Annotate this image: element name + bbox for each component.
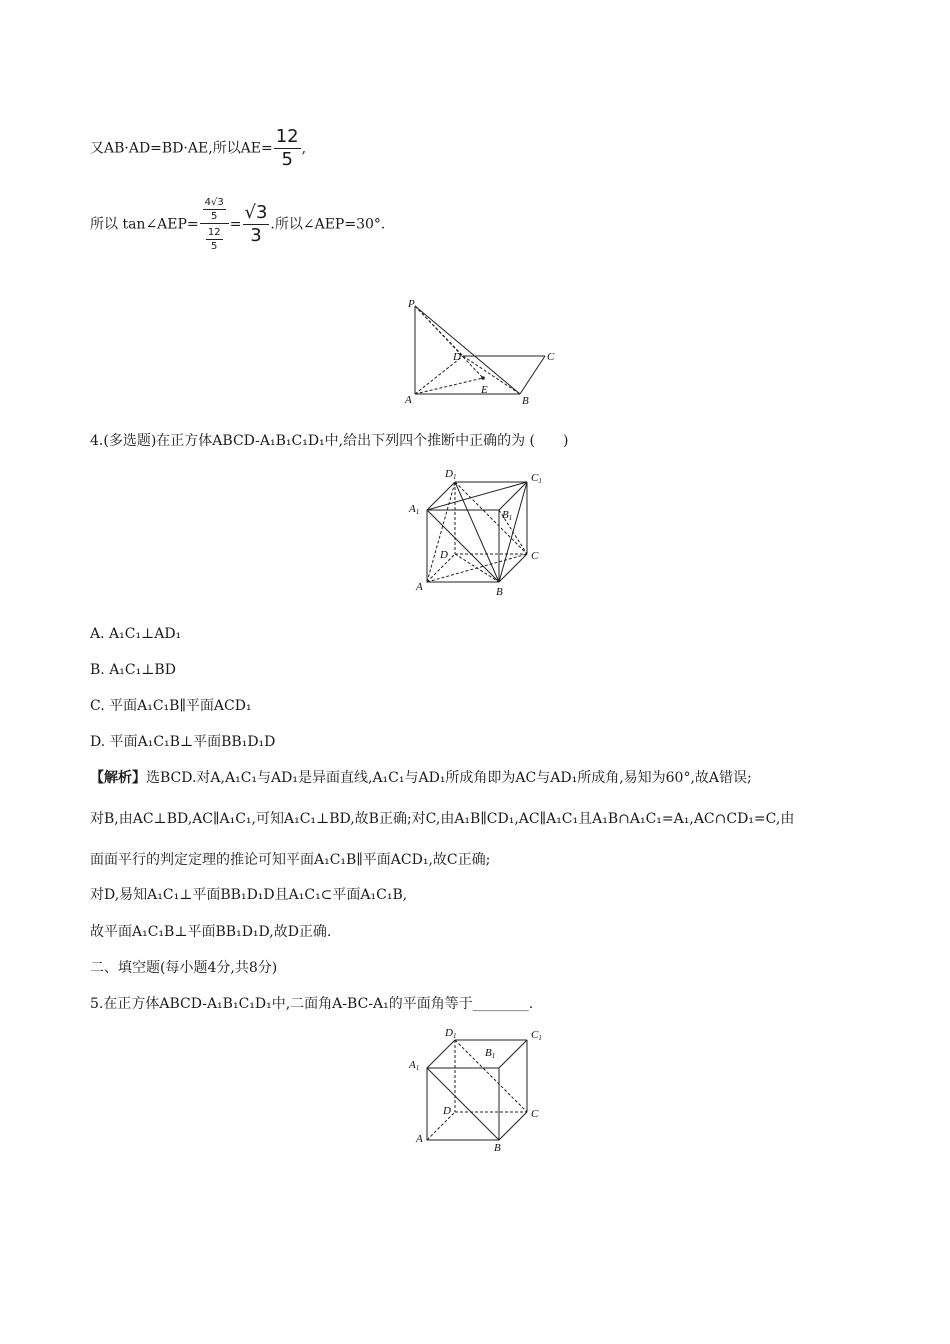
fraction-num: 12	[275, 126, 299, 147]
fraction-ae	[274, 126, 301, 171]
cube-figure-2	[405, 1024, 555, 1156]
section-heading: 二、填空题(每小题4分,共8分)	[90, 960, 278, 976]
option-c: C. 平面A₁C₁B∥平面ACD₁	[90, 698, 252, 714]
inner-num: 4√3	[204, 197, 224, 208]
line-ae-text: 又AB·AD=BD·AE,所以AE=	[90, 140, 273, 157]
label-a: A	[416, 1133, 423, 1145]
label-d: D	[453, 351, 461, 363]
label-d: D	[443, 1105, 451, 1117]
result-den: 3	[250, 225, 262, 246]
analysis-line-1	[90, 768, 752, 788]
inner-den: 5	[211, 211, 218, 222]
label-c1: C1	[531, 472, 542, 485]
analysis-line-4: 对D,易知A₁C₁⊥平面BB₁D₁D且A₁C₁⊂平面A₁C₁B,	[90, 887, 408, 903]
den-den: 5	[211, 241, 218, 252]
analysis-tag: 【解析】	[90, 770, 146, 786]
label-a1: A1	[409, 503, 420, 516]
line-tan	[90, 196, 385, 253]
label-p: P	[408, 298, 415, 310]
label-c: C	[531, 1108, 539, 1120]
inner-fraction	[203, 196, 226, 223]
line-ae-tail: ,	[301, 140, 307, 157]
pyramid-figure	[395, 296, 565, 408]
equals-sign: =	[229, 216, 242, 233]
label-b: B	[494, 1142, 501, 1154]
label-d1: D1	[445, 1027, 457, 1040]
option-a: A. A₁C₁⊥AD₁	[90, 626, 182, 642]
result-num: √3	[244, 202, 268, 223]
label-d: D	[440, 549, 448, 561]
cube-figure-1	[405, 462, 555, 598]
label-c: C	[531, 550, 539, 562]
line-tan-prefix: 所以 tan∠AEP=	[90, 216, 199, 233]
label-e: E	[481, 384, 488, 396]
option-b: B. A₁C₁⊥BD	[90, 662, 176, 678]
compound-fraction	[200, 196, 229, 253]
label-d1: D1	[445, 468, 457, 481]
line-ae	[90, 126, 306, 171]
analysis-line-3: 面面平行的判定定理的推论可知平面A₁C₁B∥平面ACD₁,故C正确;	[90, 852, 491, 868]
label-a1: A1	[409, 1059, 420, 1072]
question-4: 4.(多选题)在正方体ABCD-A₁B₁C₁D₁中,给出下列四个推断中正确的为 ( )	[90, 433, 569, 449]
label-b: B	[522, 395, 529, 407]
result-fraction	[243, 202, 270, 247]
compound-den	[203, 224, 226, 253]
den-num: 12	[207, 227, 221, 238]
analysis-text-1: 选BCD.对A,A₁C₁与AD₁是异面直线,A₁C₁与AD₁所成角即为AC与AD₁所成角,易知为60°,故A错误;	[146, 770, 752, 786]
label-b1: B1	[485, 1047, 496, 1060]
label-c: C	[547, 351, 555, 363]
fraction-den: 5	[281, 149, 293, 170]
question-5: 5.在正方体ABCD-A₁B₁C₁D₁中,二面角A-BC-A₁的平面角等于________.	[90, 996, 534, 1012]
label-b: B	[496, 586, 503, 598]
label-a: A	[416, 581, 423, 593]
analysis-line-5: 故平面A₁C₁B⊥平面BB₁D₁D,故D正确.	[90, 924, 332, 940]
compound-num	[200, 196, 229, 224]
label-a: A	[405, 394, 412, 406]
denominator-fraction	[206, 226, 223, 253]
analysis-line-2: 对B,由AC⊥BD,AC∥A₁C₁,可知A₁C₁⊥BD,故B正确;对C,由A₁B∥CD₁,AC∥A₁C₁且A₁B∩A₁C₁=A₁,AC∩CD₁=C,由	[90, 811, 795, 827]
line-tan-tail: .所以∠AEP=30°.	[270, 216, 386, 233]
option-d: D. 平面A₁C₁B⊥平面BB₁D₁D	[90, 734, 276, 750]
label-c1: C1	[531, 1029, 542, 1042]
label-b1: B1	[502, 509, 513, 522]
